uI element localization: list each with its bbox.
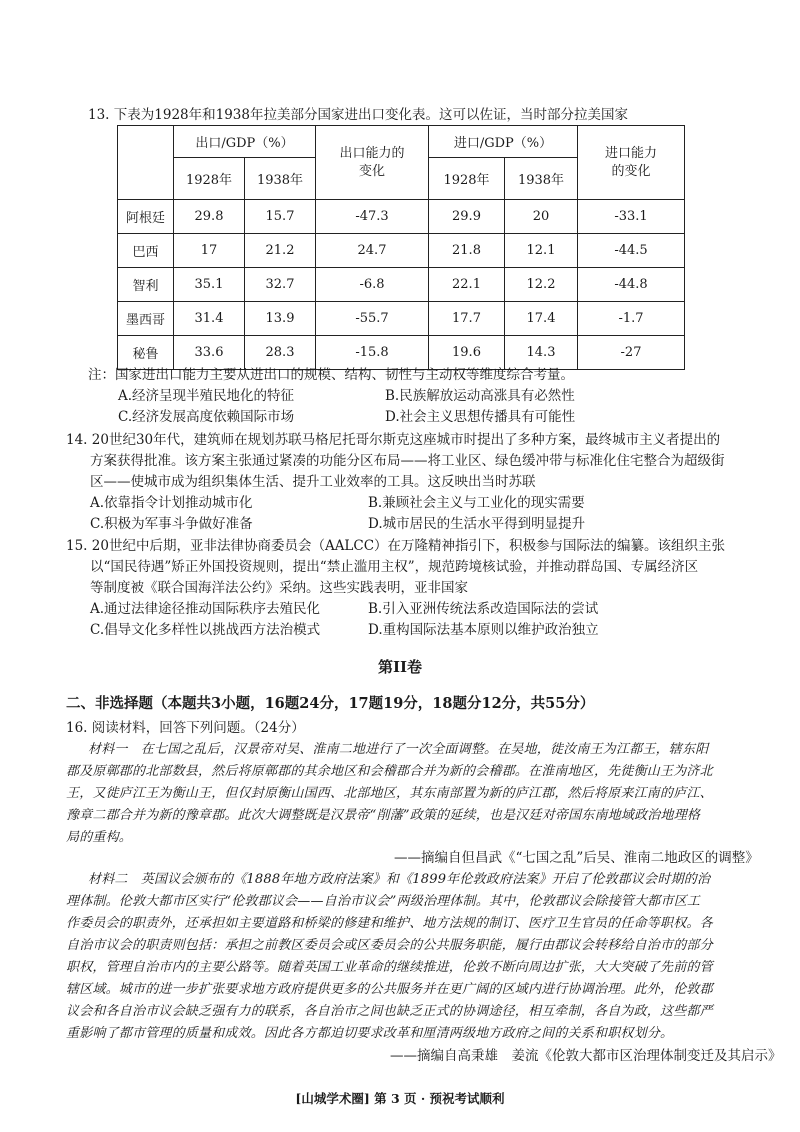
- cell-value: 29.9: [429, 200, 505, 234]
- cell-value: 15.7: [245, 200, 316, 234]
- table-row: [118, 268, 685, 302]
- cell-value: -47.3: [316, 200, 429, 234]
- header-export-gdp: 出口/GDP（%）: [174, 126, 316, 158]
- table-corner: [118, 126, 174, 200]
- cell-value: -27: [578, 336, 685, 370]
- cell-value: -44.8: [578, 268, 685, 302]
- header-import-1928: 1928年: [429, 158, 505, 200]
- cell-value: 17.7: [429, 302, 505, 336]
- header-export-1928: 1928年: [174, 158, 245, 200]
- q14-line-1: 14. 20世纪30年代，建筑师在规划苏联马格尼托哥尔斯克这座城市时提出了多种方案，最终城市主义者提出的: [66, 432, 721, 448]
- material2-line: 自治市议会的职责则包括：承担之前教区委员会或区委员会的公共服务职能，履行由郡议会转移给自治市的部分: [66, 938, 713, 953]
- cell-value: -6.8: [316, 268, 429, 302]
- header-import-1938: 1938年: [505, 158, 578, 200]
- q13-option-a[interactable]: A.经济呈现半殖民地化的特征: [118, 388, 295, 404]
- table-row: [118, 200, 685, 234]
- q15-option-d[interactable]: D.重构国际法基本原则以维护政治独立: [368, 622, 599, 638]
- material2-line: 职权，管理自治市内的主要公路等。随着英国工业革命的继续推进，伦敦不断向周边扩张，大大突破了先前的管: [66, 960, 713, 975]
- cell-value: 24.7: [316, 234, 429, 268]
- material1-line: 局的重构。: [66, 830, 133, 845]
- q13-stem: 13. 下表为1928年和1938年拉美部分国家进出口变化表。这可以佐证，当时部分拉美国家: [88, 107, 628, 123]
- q15-line-1: 15. 20世纪中后期，亚非法律协商委员会（AALCC）在万隆精神指引下，积极参与国际法的编纂。该组织主张: [66, 538, 726, 554]
- cell-value: -33.1: [578, 200, 685, 234]
- cell-value: 35.1: [174, 268, 245, 302]
- cell-value: 12.1: [505, 234, 578, 268]
- cell-value: 21.8: [429, 234, 505, 268]
- q15-line-3: 等制度被《联合国海洋法公约》采纳。这些实践表明，亚非国家: [90, 580, 468, 596]
- part2-heading: 二、非选择题（本题共3小题，16题24分，17题19分，18题分12分，共55分）: [66, 695, 595, 712]
- q15-option-a[interactable]: A.通过法律途径推动国际秩序去殖民化: [90, 601, 321, 617]
- material1-line: 材料一 在七国之乱后，汉景帝对吴、淮南二地进行了一次全面调整。在吴地，徙汝南王为江都王，辖东阳: [88, 742, 709, 757]
- q15-option-c[interactable]: C.倡导文化多样性以挑战西方法治模式: [90, 622, 321, 638]
- trade-table: [117, 125, 685, 370]
- cell-value: -15.8: [316, 336, 429, 370]
- cell-value: 28.3: [245, 336, 316, 370]
- material2-source: ——摘编自高秉雄 姜流《伦敦大都市区治理体制变迁及其启示》: [390, 1048, 782, 1064]
- cell-value: 33.6: [174, 336, 245, 370]
- cell-value: 19.6: [429, 336, 505, 370]
- header-export-1938: 1938年: [245, 158, 316, 200]
- material2-line: 作委员会的职责外，还承担如主要道路和桥梁的修建和维护、地方法规的制订、医疗卫生官员的任命等职权。各: [66, 916, 713, 931]
- cell-country: 秘鲁: [118, 336, 174, 370]
- cell-value: 17: [174, 234, 245, 268]
- material2-line: 理体制。伦敦大都市区实行“伦敦郡议会——自治市议会”两级治理体制。其中，伦敦郡议会除接管大都市区工: [66, 894, 701, 909]
- cell-value: 13.9: [245, 302, 316, 336]
- cell-value: 12.2: [505, 268, 578, 302]
- cell-value: 22.1: [429, 268, 505, 302]
- material2-line: 议会和各自治市议会缺乏强有力的联系，各自治市之间也缺乏正式的协调途径，相互牵制，各自为政，这些都严: [66, 1004, 713, 1019]
- cell-value: -44.5: [578, 234, 685, 268]
- cell-value: 29.8: [174, 200, 245, 234]
- cell-country: 智利: [118, 268, 174, 302]
- material2-line: 辖区域。城市的进一步扩张要求地方政府提供更多的公共服务并在更广阔的区域内进行协调治理。此外，伦敦郡: [66, 982, 713, 997]
- q13-note: 注：国家进出口能力主要从进出口的规模、结构、韧性与主动权等维度综合考量。: [88, 367, 574, 383]
- material1-line: 王，又徙庐江王为衡山王，但仅封原衡山国西、北部地区，其东南部置为新的庐江郡，然后将原来江南的庐江、: [66, 786, 713, 801]
- table-row: [118, 234, 685, 268]
- section-title: 第II卷: [377, 658, 423, 676]
- cell-value: 20: [505, 200, 578, 234]
- material1-source: ——摘编自但昌武《“七国之乱”后吴、淮南二地政区的调整》: [394, 850, 759, 866]
- header-import-gdp: 进口/GDP（%）: [429, 126, 578, 158]
- cell-value: 14.3: [505, 336, 578, 370]
- cell-value: -55.7: [316, 302, 429, 336]
- table-row: [118, 336, 685, 370]
- header-import-ability: 进口能力的变化: [578, 126, 685, 200]
- q13-option-b[interactable]: B.民族解放运动高涨具有必然性: [385, 388, 575, 404]
- cell-country: 墨西哥: [118, 302, 174, 336]
- table-row: [118, 302, 685, 336]
- q14-option-a[interactable]: A.依靠指令计划推动城市化: [90, 495, 253, 511]
- cell-country: 阿根廷: [118, 200, 174, 234]
- cell-value: 32.7: [245, 268, 316, 302]
- page-footer: [山城学术圈] 第 3 页 · 预祝考试顺利: [295, 1091, 505, 1106]
- material1-line: 豫章二郡合并为新的豫章郡。此次大调整既是汉景帝“削藩”政策的延续，也是汉廷对帝国东南地域政治地理格: [66, 808, 701, 823]
- q15-option-b[interactable]: B.引入亚洲传统法系改造国际法的尝试: [368, 601, 599, 617]
- header-export-ability: 出口能力的变化: [316, 126, 429, 200]
- q13-option-c[interactable]: C.经济发展高度依赖国际市场: [118, 409, 295, 425]
- cell-value: 17.4: [505, 302, 578, 336]
- material1-line: 郡及原鄣郡的北部数县，然后将原鄣郡的其余地区和会稽郡合并为新的会稽郡。在淮南地区，先徙衡山王为济北: [66, 764, 713, 779]
- q14-line-3: 区——使城市成为组织集体生活、提升工业效率的工具。这反映出当时苏联: [90, 474, 536, 490]
- cell-value: 21.2: [245, 234, 316, 268]
- q15-line-2: 以“国民待遇”矫正外国投资规则，提出“禁止滥用主权”，规范跨境核试验，并推动群岛国、专属经济区: [90, 559, 699, 575]
- q14-option-b[interactable]: B.兼顾社会主义与工业化的现实需要: [368, 495, 585, 511]
- q14-line-2: 方案获得批准。该方案主张通过紧凑的功能分区布局——将工业区、绿色缓冲带与标准化住宅整合为超级街: [90, 453, 725, 469]
- q13-option-d[interactable]: D.社会主义思想传播具有可能性: [385, 409, 576, 425]
- q14-option-c[interactable]: C.积极为军事斗争做好准备: [90, 516, 253, 532]
- material2-line: 材料二 英国议会颁布的《1888年地方政府法案》和《1899年伦敦政府法案》开启了伦敦郡议会时期的治: [88, 872, 711, 887]
- q16-stem: 16. 阅读材料，回答下列问题。（24分）: [66, 720, 305, 736]
- cell-value: -1.7: [578, 302, 685, 336]
- material2-line: 重影响了都市管理的质量和成效。因此各方都迫切要求改革和厘清两级地方政府之间的关系和职权划分。: [66, 1026, 674, 1041]
- cell-value: 31.4: [174, 302, 245, 336]
- q14-option-d[interactable]: D.城市居民的生活水平得到明显提升: [368, 516, 586, 532]
- cell-country: 巴西: [118, 234, 174, 268]
